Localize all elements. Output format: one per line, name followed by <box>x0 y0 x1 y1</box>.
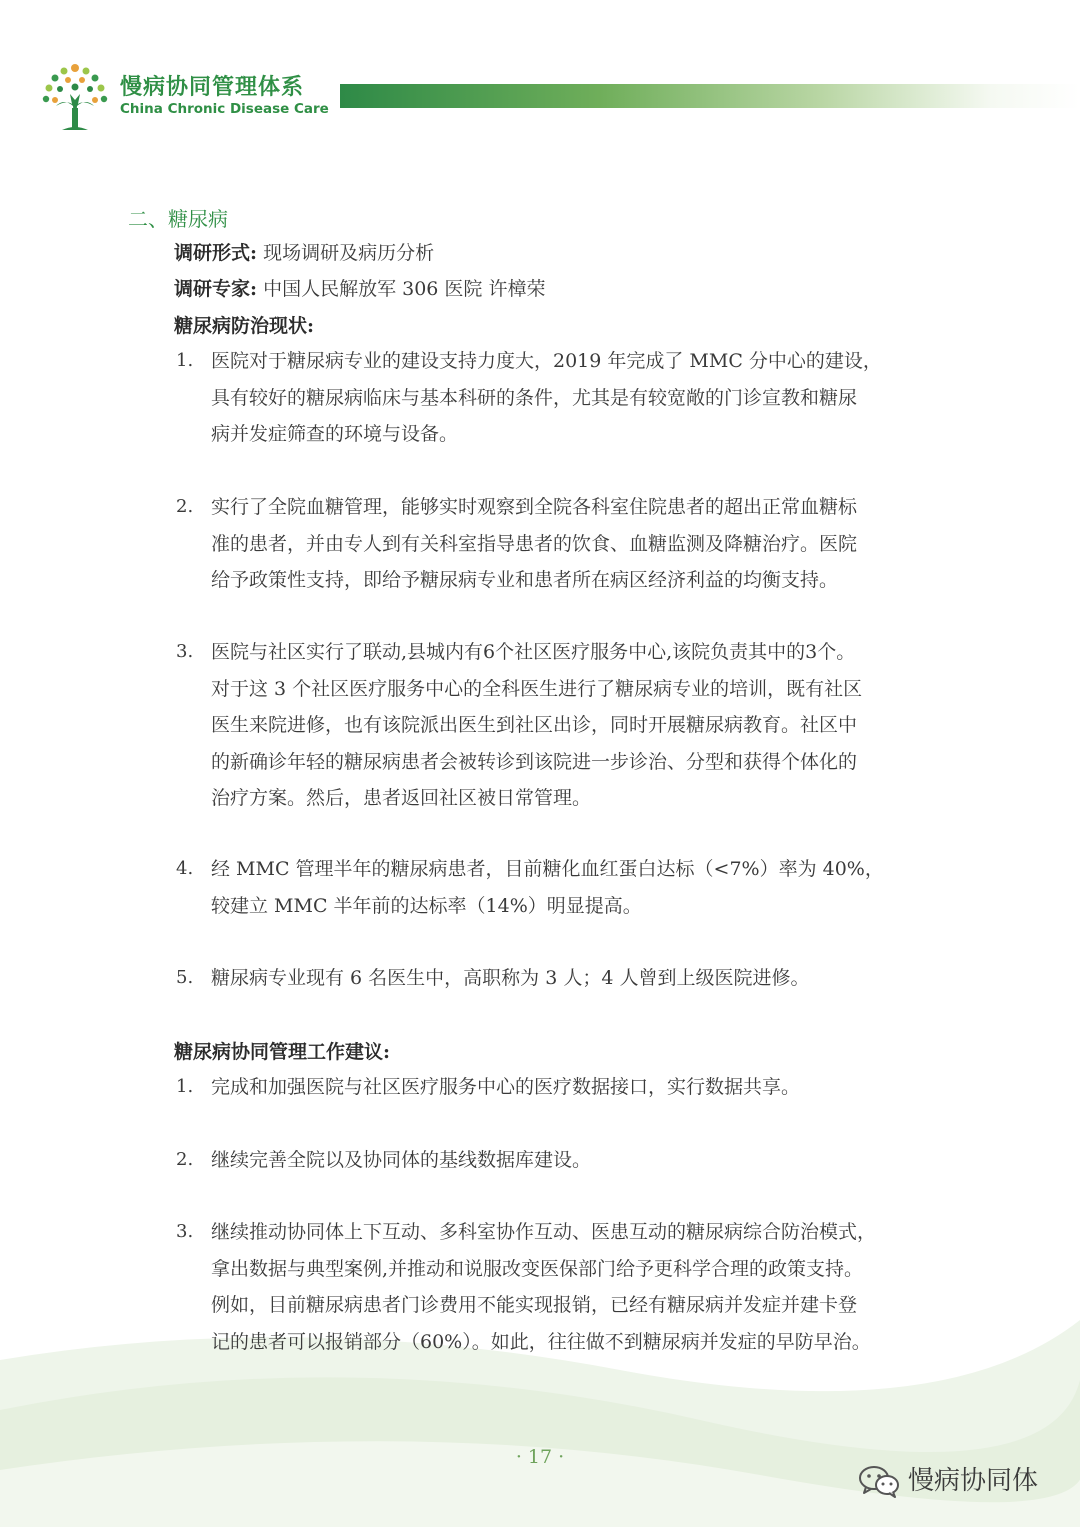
survey-expert-row: 调研专家: 中国人民解放军 306 医院 许樟荣 <box>174 278 546 300</box>
page-number: · 17 · <box>515 1446 565 1468</box>
wechat-account-name: 慢病协同体 <box>908 1466 1039 1496</box>
text-line: 治疗方案。然后，患者返回社区被日常管理。 <box>211 787 592 809</box>
status-item-text <box>211 343 956 453</box>
status-heading: 糖尿病防治现状: <box>174 315 315 337</box>
tree-logo-icon <box>40 60 110 132</box>
status-item-number: 1. <box>176 350 194 371</box>
text-line: 完成和加强医院与社区医疗服务中心的医疗数据接口，实行数据共享。 <box>211 1076 801 1098</box>
status-item-number: 2. <box>176 496 194 517</box>
text-line: 继续完善全院以及协同体的基线数据库建设。 <box>211 1149 592 1171</box>
status-item-number: 3. <box>176 641 194 662</box>
survey-form-row: 调研形式: 现场调研及病历分析 <box>174 242 435 264</box>
header-gradient-bar <box>340 84 1080 108</box>
advice-item-number: 2. <box>176 1149 194 1170</box>
brand-name-english: China Chronic Disease Care <box>120 101 329 117</box>
text-line: 医生来院进修，也有该院派出医生到社区出诊，同时开展糖尿病教育。社区中 <box>211 714 858 736</box>
survey-form-value: 现场调研及病历分析 <box>263 242 435 264</box>
status-item-text <box>211 489 956 599</box>
text-line: 拿出数据与典型案例,并推动和说服改变医保部门给予更科学合理的政策支持。 <box>211 1257 864 1280</box>
text-line: 对于这 3 个社区医疗服务中心的全科医生进行了糖尿病专业的培训，既有社区 <box>211 677 863 700</box>
advice-item-number: 1. <box>176 1076 194 1097</box>
text-line: 经 MMC 管理半年的糖尿病患者，目前糖化血红蛋白达标（<7%）率为 40%， <box>211 858 884 880</box>
advice-item-text <box>211 1214 956 1360</box>
text-line: 医院与社区实行了联动,县城内有6个社区医疗服务中心,该院负责其中的3个。 <box>211 641 856 663</box>
text-line: 例如，目前糖尿病患者门诊费用不能实现报销，已经有糖尿病并发症并建卡登 <box>211 1294 858 1316</box>
wechat-icon <box>858 1464 900 1498</box>
text-line: 记的患者可以报销部分（60%）。如此，往往做不到糖尿病并发症的早防早治。 <box>211 1330 871 1353</box>
survey-expert-label: 调研专家 <box>174 278 251 300</box>
advice-item-text <box>211 1069 956 1106</box>
text-line: 具有较好的糖尿病临床与基本科研的条件，尤其是有较宽敞的门诊宣教和糖尿 <box>211 386 858 409</box>
text-line: 医院对于糖尿病专业的建设支持力度大，2019 年完成了 MMC 分中心的建设， <box>211 350 882 372</box>
text-line: 的新确诊年轻的糖尿病患者会被转诊到该院进一步诊治、分型和获得个体化的 <box>211 750 858 773</box>
section-title: 二、糖尿病 <box>128 207 228 231</box>
status-item-text <box>211 851 956 924</box>
text-line: 继续推动协同体上下互动、多科室协作互动、医患互动的糖尿病综合防治模式， <box>211 1221 877 1243</box>
page-header <box>0 0 1080 150</box>
status-item-number: 4. <box>176 858 194 879</box>
text-line: 病并发症筛查的环境与设备。 <box>211 423 459 445</box>
survey-expert-value: 中国人民解放军 306 医院 许樟荣 <box>263 278 546 300</box>
status-item-text <box>211 634 956 817</box>
advice-item-number: 3. <box>176 1221 194 1242</box>
advice-item-text <box>211 1142 956 1179</box>
text-line: 较建立 MMC 半年前的达标率（14%）明显提高。 <box>211 894 642 917</box>
text-line: 实行了全院血糖管理，能够实时观察到全院各科室住院患者的超出正常血糖标 <box>211 496 858 518</box>
wechat-watermark <box>858 1460 1058 1500</box>
text-line: 给予政策性支持，即给予糖尿病专业和患者所在病区经济利益的均衡支持。 <box>211 569 839 591</box>
status-item-number: 5. <box>176 967 194 988</box>
survey-form-label: 调研形式 <box>174 242 251 264</box>
text-line: 准的患者，并由专人到有关科室指导患者的饮食、血糖监测及降糖治疗。医院 <box>211 532 858 555</box>
status-item-text <box>211 960 956 997</box>
text-line: 糖尿病专业现有 6 名医生中，高职称为 3 人；4 人曾到上级医院进修。 <box>211 967 810 989</box>
advice-heading: 糖尿病协同管理工作建议: <box>174 1041 391 1063</box>
brand-name-chinese: 慢病协同管理体系 <box>120 75 305 100</box>
